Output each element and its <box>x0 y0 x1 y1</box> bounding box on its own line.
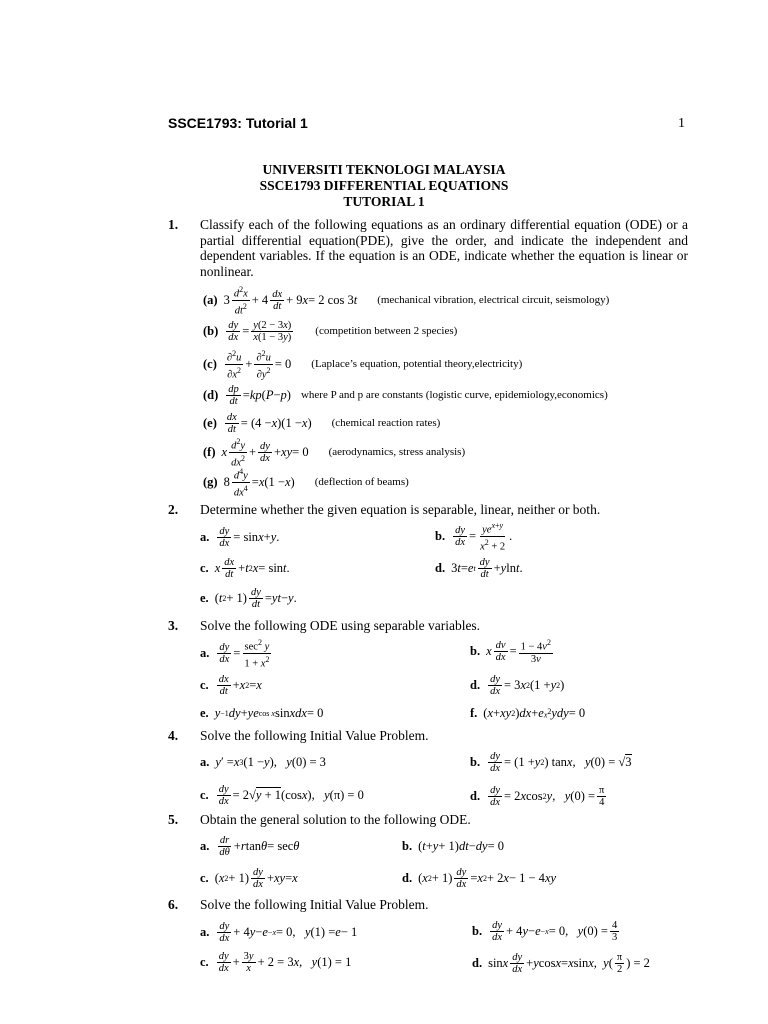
question-5-number: 5. <box>168 812 179 827</box>
q1-item-e: (e) $\frac{dx}{dt}$ = (4 − x )(1 − x ) (chemical reaction rates) <box>203 411 441 435</box>
question-5-text: Obtain the general solution to the following ODE. <box>200 812 471 827</box>
q1-note-c: (Laplace’s equation, potential theory,electricity) <box>311 358 523 370</box>
q2-item-b: b. $\frac{dy}{dx}$ = $\frac{ye^{x+y}}{x^2 + 2}$ . <box>435 521 513 552</box>
q2-item-c: c. x $\frac{dx}{dt}$ + t 2 x = sin t . <box>200 556 290 580</box>
q1-item-c: (c) $\frac{\partial^2u}{\partial x^2}$ + $\frac{\partial^2u}{\partial y^2}$ = 0 (Laplace’s equation, potential theory,electricity) <box>203 349 523 380</box>
q1-item-f: (f) x $\frac{d^2y}{dx^2}$ + $\frac{dy}{dx}$ + xy = 0 (aerodynamics, stress analysis) <box>203 437 466 468</box>
header-course-tutorial: SSCE1793: Tutorial 1 <box>168 115 308 131</box>
q1-note-f: (aerodynamics, stress analysis) <box>328 446 466 458</box>
q4-item-b: b. $\frac{dy}{dx}$ = (1 + y 2 ) tan x , y (0) = √ 3 <box>470 750 632 774</box>
q1-note-g: (deflection of beams) <box>314 476 409 488</box>
q1-note-e: (chemical reaction rates) <box>331 417 441 429</box>
course-title: SSCE1793 DIFFERENTIAL EQUATIONS <box>259 178 509 193</box>
q1-note-a: (mechanical vibration, electrical circuit, seismology) <box>377 294 610 306</box>
q6-item-b: b. $\frac{dy}{dx}$ + 4 y − e −x = 0, y (0) = $\frac{4}{3}$ <box>472 919 618 943</box>
q2-item-e: e. ( t 2 + 1) $\frac{dy}{dt}$ = yt − y . <box>200 586 297 610</box>
question-1-text: Classify each of the following equations as an ordinary differential equation (ODE) or a partial differential equation(PDE), give the order, and indicate the independent and dependent variables. If the equation is an ODE, indicate whether the equation is linear or nonlinear. <box>200 217 688 280</box>
q6-item-c: c. $\frac{dy}{dx}$ + $\frac{3y}{x}$ + 2 = 3 x , y (1) = 1 <box>200 950 352 974</box>
q4-item-c: c. $\frac{dy}{dx}$ = 2√ y + 1 (cos x ), y (π) = 0 <box>200 783 364 807</box>
q5-item-a: a. $\frac{dr}{d\theta}$ + r tan θ = sec θ <box>200 834 300 858</box>
q5-item-d: d. ( x 2 + 1) $\frac{dy}{dx}$ = x 2 + 2 x − 1 − 4 xy <box>402 866 557 890</box>
university-title: UNIVERSITI TEKNOLOGI MALAYSIA <box>262 162 506 177</box>
question-4-number: 4. <box>168 728 179 743</box>
page-number: 1 <box>678 116 685 131</box>
q3-item-e: e. y −1 dy + ye cos x sin xdx = 0 <box>200 705 324 720</box>
tutorial-title: TUTORIAL 1 <box>343 194 425 209</box>
question-2-number: 2. <box>168 502 179 517</box>
q3-item-f: f. ( x + xy 2 ) dx + e $x^2$ ydy = 0 <box>470 705 586 720</box>
q6-item-d: d. sin x $\frac{dy}{dx}$ + y cos x = x sin x , y ( $\frac{\pi}{2}$ ) = 2 <box>472 951 650 975</box>
q4-item-a: a. y ′ = x 3 (1 − y ), y (0) = 3 <box>200 754 326 769</box>
q2-item-a: a. $\frac{dy}{dx}$ = sin x + y . <box>200 525 280 549</box>
q5-item-c: c. ( x 2 + 1) $\frac{dy}{dx}$ + xy = x <box>200 866 298 890</box>
q5-item-b: b. ( t + y + 1) dt − dy = 0 <box>402 838 504 853</box>
q6-item-a: a. $\frac{dy}{dx}$ + 4 y − e −x = 0, y (1) = e − 1 <box>200 920 358 944</box>
q2-item-d: d. 3 t = e t $\frac{dy}{dt}$ + y ln t . <box>435 556 523 580</box>
question-3-number: 3. <box>168 618 179 633</box>
q3-item-c: c. $\frac{dx}{dt}$ + x 2 = x <box>200 673 262 697</box>
question-3-text: Solve the following ODE using separable variables. <box>200 618 481 633</box>
q4-item-d: d. $\frac{dy}{dx}$ = 2 x cos 2 y , y (0) = $\frac{\pi}{4}$ <box>470 784 605 808</box>
question-2-text: Determine whether the given equation is separable, linear, neither or both. <box>200 502 601 517</box>
q1-item-a: (a) 3 $\frac{d^2x}{dt^2}$ + 4 $\frac{dx}{dt}$ + 9 x = 2 cos 3 t (mechanical vibration, electrical circuit, seismology) <box>203 285 610 316</box>
question-6-number: 6. <box>168 897 179 912</box>
q1-item-b: (b) $\frac{dy}{dx}$ = $\frac{y(2 - 3x)}{x(1 - 3y)}$ (competition between 2 species) <box>203 319 458 343</box>
question-6-text: Solve the following Initial Value Problem. <box>200 897 429 912</box>
q1-note-b: (competition between 2 species) <box>315 325 458 337</box>
q1-note-d: where P and p are constants (logistic curve, epidemiology,economics) <box>300 389 608 401</box>
q3-item-b: b. x $\frac{dv}{dx}$ = $\frac{1 - 4v^2}{3v}$ <box>470 638 551 665</box>
q3-item-d: d. $\frac{dy}{dx}$ = 3 x 2 (1 + y 2 ) <box>470 673 565 697</box>
q1-item-d: (d) $\frac{dp}{dt}$ = kp ( P − p ) where P and p are constants (logistic curve, epidemiology,economics) <box>203 383 608 407</box>
question-4-text: Solve the following Initial Value Problem. <box>200 728 429 743</box>
question-1-number: 1. <box>168 217 179 232</box>
q1-item-g: (g) 8 $\frac{d^4y}{dx^4}$ = x (1 − x ) (deflection of beams) <box>203 467 409 498</box>
q3-item-a: a. $\frac{dy}{dx}$ = $\frac{\sec^2 y}{1 + x^2}$ <box>200 638 270 669</box>
